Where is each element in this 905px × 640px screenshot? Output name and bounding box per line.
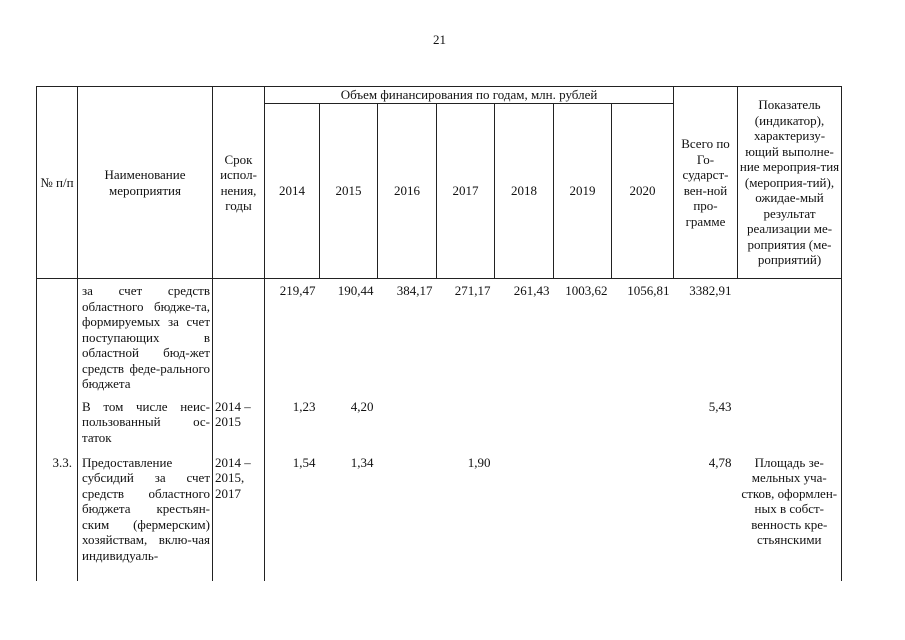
row-value	[495, 399, 554, 455]
row-value: 1,54	[292, 454, 316, 470]
header-name: Наименование мероприятия	[78, 87, 213, 279]
table-row	[37, 455, 842, 581]
row-name: В том числе неис-пользованный ос-таток	[78, 399, 213, 455]
table-row	[37, 279, 842, 399]
header-year: 2016	[378, 104, 437, 279]
header-term: Срок испол-нения, годы	[213, 87, 265, 279]
row-indicator: Площадь зе-мельных уча-стков, оформлен-ных в собст-венность кре-стьянскими	[738, 455, 842, 581]
financing-table	[36, 86, 842, 581]
row-value	[554, 399, 612, 455]
row-value	[378, 399, 437, 455]
row-indicator	[738, 279, 842, 399]
row-term: 2014 – 2015, 2017	[213, 455, 265, 581]
row-total: 4,78	[708, 454, 732, 470]
row-value: 4,20	[350, 398, 374, 414]
row-value	[495, 455, 554, 581]
header-total: Всего по Го-сударст-вен-ной про-грамме	[674, 87, 738, 279]
row-value	[612, 455, 674, 581]
row-value: 1,90	[467, 454, 491, 470]
header-year: 2019	[554, 104, 612, 279]
row-value: 219,47	[279, 283, 316, 298]
header-financing: Объем финансирования по годам, млн. рублей	[265, 87, 674, 104]
header-year: 2018	[495, 104, 554, 279]
row-total: 3382,91	[689, 283, 732, 298]
row-value: 271,17	[454, 283, 491, 298]
row-term: 2014 – 2015	[213, 399, 265, 455]
row-name: Предоставление субсидий за счет средств областного бюджета крестьян-ским (фермерским) хозяйствам, вклю-чая индивидуаль-	[78, 455, 213, 581]
row-value: 384,17	[396, 283, 433, 298]
row-index	[37, 399, 78, 455]
row-value	[437, 399, 495, 455]
row-value: 190,44	[337, 283, 374, 298]
header-indicator: Показатель (индикатор), характеризу-ющий выполне-ние мероприя-тия (мероприя-тий), ожидае-мый результат реализации ме-роприятия (ме-роприятий)	[738, 87, 842, 279]
row-index: 3.3.	[37, 455, 78, 581]
row-name: за счет средств областного бюдже-та, формируемых за счет поступающих в областной бюд-жет средств феде-рального бюджета	[78, 279, 213, 399]
row-value: 261,43	[513, 283, 550, 298]
row-total: 5,43	[708, 398, 732, 414]
row-value: 1,23	[292, 398, 316, 414]
row-value	[378, 455, 437, 581]
table-row	[37, 399, 842, 455]
row-value: 1056,81	[627, 283, 670, 298]
header-year: 2020	[612, 104, 674, 279]
header-year: 2017	[437, 104, 495, 279]
row-value	[554, 455, 612, 581]
header-year: 2015	[320, 104, 378, 279]
header-index: № п/п	[37, 87, 78, 279]
row-value: 1,34	[350, 454, 374, 470]
row-indicator	[738, 399, 842, 455]
row-term	[213, 279, 265, 399]
page-number: 21	[433, 32, 446, 47]
row-index	[37, 279, 78, 399]
row-value	[612, 399, 674, 455]
row-value: 1003,62	[565, 283, 608, 298]
header-year: 2014	[265, 104, 320, 279]
